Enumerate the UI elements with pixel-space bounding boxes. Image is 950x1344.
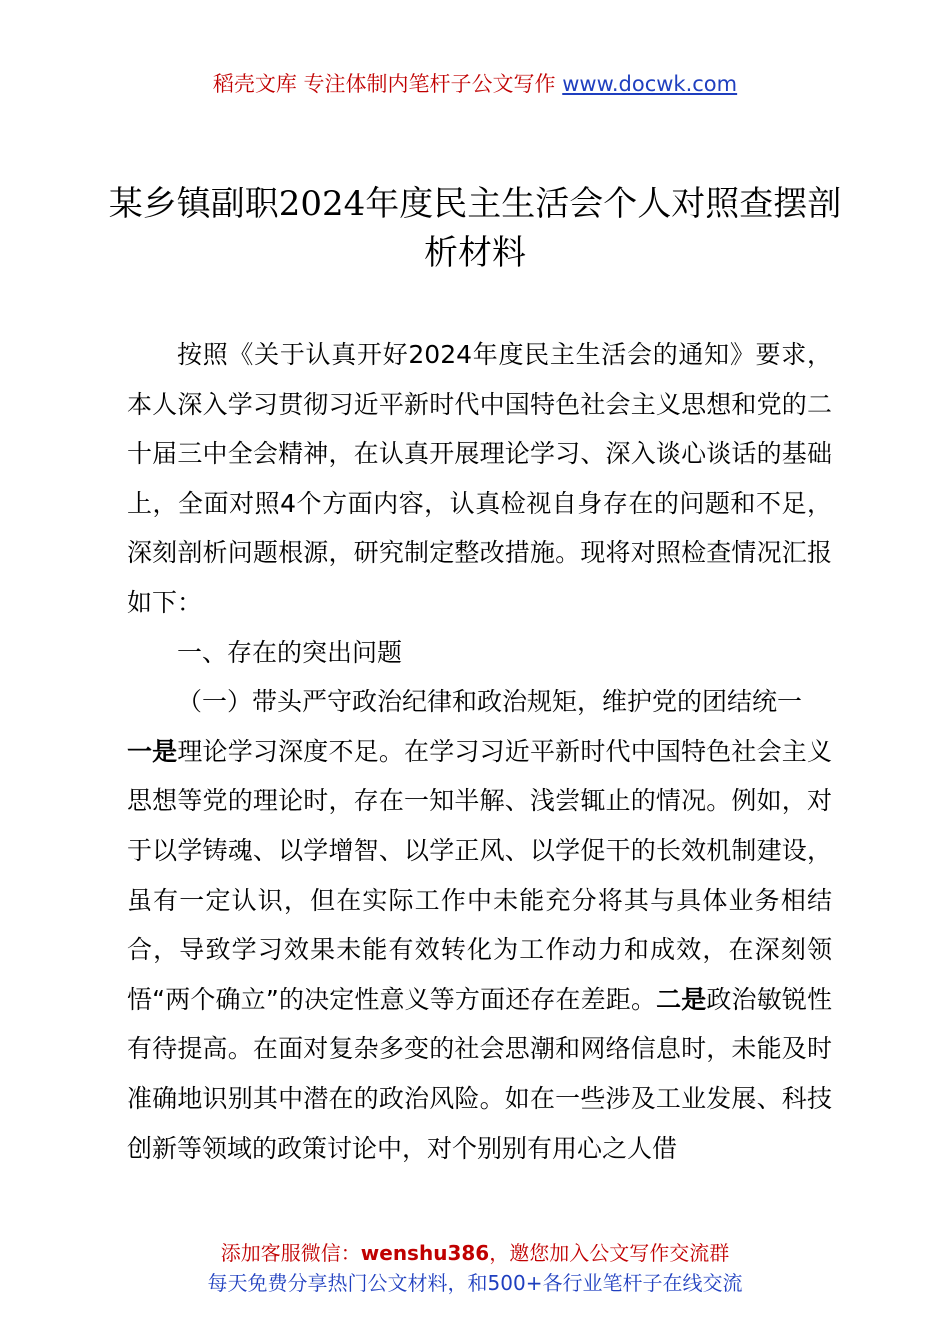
body-paragraph: [127, 727, 832, 1173]
point-lead: 二是: [656, 984, 707, 1014]
footer-suffix: ，邀您加入公文写作交流群: [489, 1241, 730, 1265]
section-heading: 一、存在的突出问题: [177, 637, 403, 667]
site-header: [0, 66, 950, 102]
site-link[interactable]: www.docwk.com: [562, 72, 738, 96]
point-lead: 一是: [127, 736, 178, 766]
document-title: 某乡镇副职2024年度民主生活会个人对照查摆剖析材料: [108, 184, 842, 273]
footer-prefix: 添加客服微信：: [220, 1241, 361, 1265]
subsection-heading: （一）带头严守政治纪律和政治规矩，维护党的团结统一: [177, 687, 803, 717]
footer-line-1: [0, 1238, 950, 1268]
point-text: 政治敏锐性有待提高。在面对复杂多变的社会思潮和网络信息时，未能及时准确地识别其中潜在的政治风险。如在一些涉及工业发展、科技创新等领域的政策讨论中，对个别别有用心之人借: [127, 984, 832, 1163]
wechat-id: wenshu386: [360, 1241, 490, 1265]
point-text: 理论学习深度不足。在学习习近平新时代中国特色社会主义思想等党的理论时，存在一知半解、浅尝辄止的情况。例如，对于以学铸魂、以学增智、以学正风、以学促干的长效机制建设，虽有一定认识，但在实际工作中未能充分将其与具体业务相结合，导致学习效果未能有效转化为工作动力和成效，在深刻领悟“两个确立”的决定性意义等方面还存在差距。: [127, 736, 832, 1014]
promo-footer: [0, 1238, 950, 1298]
intro-paragraph: 按照《关于认真开好2024年度民主生活会的通知》要求，本人深入学习贯彻习近平新时代中国特色社会主义思想和党的二十届三中全会精神，在认真开展理论学习、深入谈心谈话的基础上，全面对照4个方面内容，认真检视自身存在的问题和不足，深刻剖析问题根源，研究制定整改措施。现将对照检查情况汇报如下：: [127, 340, 832, 617]
footer-line-2: 每天免费分享热门公文材料，和500+各行业笔杆子在线交流: [207, 1271, 743, 1295]
document-body: [127, 330, 832, 1173]
brand-text: 稻壳文库 专注体制内笔杆子公文写作: [212, 72, 556, 96]
